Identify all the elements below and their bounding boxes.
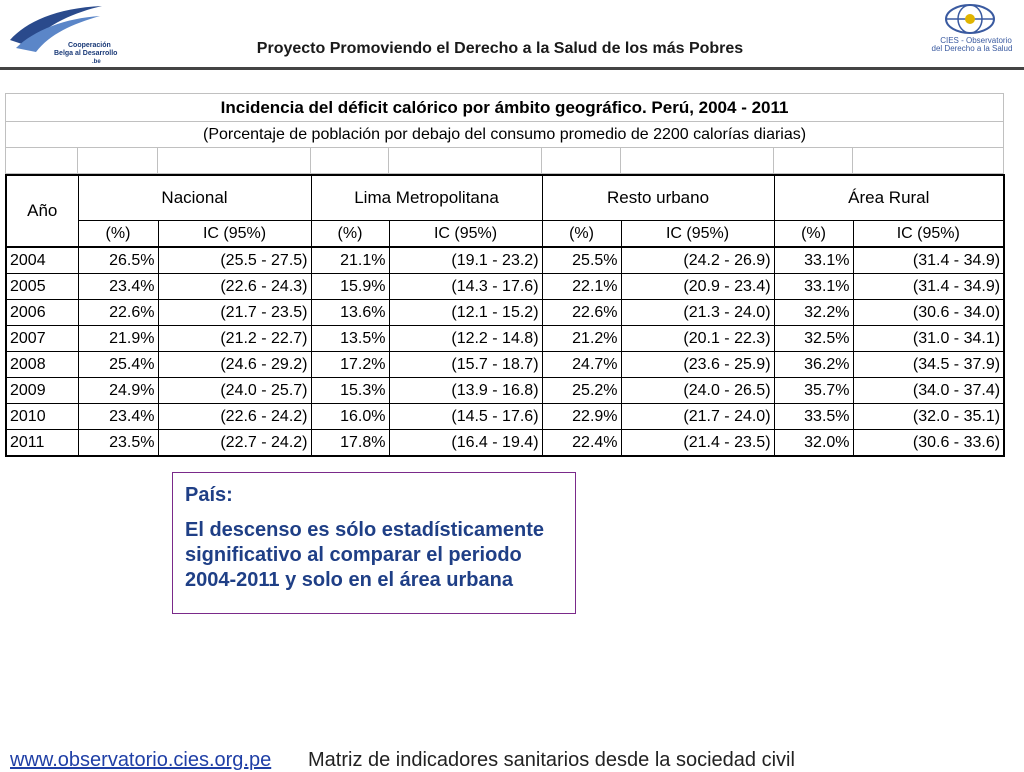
- pct-cell: 22.9%: [542, 404, 621, 430]
- pct-cell: 22.6%: [542, 300, 621, 326]
- data-table: [5, 93, 1003, 457]
- pct-cell: 21.2%: [542, 326, 621, 352]
- pct-cell: 23.4%: [78, 404, 158, 430]
- ic-cell: (22.6 - 24.2): [158, 404, 311, 430]
- table-row: [6, 326, 1004, 352]
- pct-cell: 32.2%: [774, 300, 853, 326]
- table-subtitle: (Porcentaje de población por debajo del consumo promedio de 2200 calorías diarias): [6, 122, 1004, 148]
- cies-observatorio-logo: [916, 0, 1024, 60]
- pct-header: (%): [774, 221, 853, 248]
- year-cell: 2010: [6, 404, 78, 430]
- ic-cell: (32.0 - 35.1): [853, 404, 1004, 430]
- pct-header: (%): [311, 221, 389, 248]
- note-label: País:: [185, 484, 233, 506]
- ic-cell: (31.4 - 34.9): [853, 274, 1004, 300]
- table-row: [6, 430, 1004, 457]
- ic-header: IC (95%): [158, 221, 311, 248]
- ic-cell: (12.2 - 14.8): [389, 326, 542, 352]
- ic-cell: (31.4 - 34.9): [853, 247, 1004, 274]
- pct-header: (%): [542, 221, 621, 248]
- ic-cell: (34.5 - 37.9): [853, 352, 1004, 378]
- ic-cell: (21.3 - 24.0): [621, 300, 774, 326]
- table-row: [6, 378, 1004, 404]
- ic-cell: (15.7 - 18.7): [389, 352, 542, 378]
- ic-cell: (21.2 - 22.7): [158, 326, 311, 352]
- pct-cell: 33.1%: [774, 274, 853, 300]
- note-text: El descenso es sólo estadísticamente significativo al comparar el periodo 2004-2011 y solo en el área urbana: [185, 519, 545, 591]
- observatorio-link[interactable]: www.observatorio.cies.org.pe: [10, 749, 272, 771]
- table-row: [6, 404, 1004, 430]
- pct-cell: 25.4%: [78, 352, 158, 378]
- pct-cell: 15.3%: [311, 378, 389, 404]
- ic-header: IC (95%): [621, 221, 774, 248]
- pct-cell: 17.8%: [311, 430, 389, 457]
- year-cell: 2011: [6, 430, 78, 457]
- header-divider: [0, 67, 1024, 70]
- year-cell: 2007: [6, 326, 78, 352]
- pct-cell: 21.1%: [311, 247, 389, 274]
- logo-right-line1: CIES - Observatorio: [940, 36, 1012, 45]
- pct-cell: 17.2%: [311, 352, 389, 378]
- ic-cell: (21.7 - 24.0): [621, 404, 774, 430]
- ic-header: IC (95%): [389, 221, 542, 248]
- pct-cell: 13.5%: [311, 326, 389, 352]
- ic-cell: (24.2 - 26.9): [621, 247, 774, 274]
- group-header-area-rural: Área Rural: [774, 175, 1004, 221]
- pct-cell: 32.5%: [774, 326, 853, 352]
- logo-left-line2: Belga al Desarrollo: [54, 50, 118, 57]
- footer-text: Matriz de indicadores sanitarios desde la sociedad civil: [308, 749, 795, 771]
- logo-right-line2: del Derecho a la Salud: [931, 44, 1013, 53]
- group-header-resto-urbano: Resto urbano: [542, 175, 774, 221]
- ic-cell: (25.5 - 27.5): [158, 247, 311, 274]
- pct-cell: 23.4%: [78, 274, 158, 300]
- ic-cell: (24.6 - 29.2): [158, 352, 311, 378]
- table-row: [6, 274, 1004, 300]
- pct-cell: 33.1%: [774, 247, 853, 274]
- year-cell: 2004: [6, 247, 78, 274]
- pct-cell: 25.5%: [542, 247, 621, 274]
- pct-cell: 36.2%: [774, 352, 853, 378]
- pct-cell: 33.5%: [774, 404, 853, 430]
- year-cell: 2008: [6, 352, 78, 378]
- pct-cell: 22.1%: [542, 274, 621, 300]
- pct-cell: 24.7%: [542, 352, 621, 378]
- ic-cell: (22.6 - 24.3): [158, 274, 311, 300]
- ic-cell: (20.9 - 23.4): [621, 274, 774, 300]
- ic-cell: (20.1 - 22.3): [621, 326, 774, 352]
- pct-cell: 16.0%: [311, 404, 389, 430]
- logo-left-line1: Cooperación: [68, 42, 111, 49]
- ic-cell: (22.7 - 24.2): [158, 430, 311, 457]
- globe-logo-icon: [942, 2, 998, 36]
- pct-cell: 22.6%: [78, 300, 158, 326]
- year-header: Año: [6, 175, 78, 247]
- pct-cell: 21.9%: [78, 326, 158, 352]
- year-cell: 2006: [6, 300, 78, 326]
- table-row: [6, 247, 1004, 274]
- logo-left-line3: .be: [92, 59, 101, 65]
- ic-cell: (14.5 - 17.6): [389, 404, 542, 430]
- pct-cell: 15.9%: [311, 274, 389, 300]
- ic-header: IC (95%): [853, 221, 1004, 248]
- pct-cell: 25.2%: [542, 378, 621, 404]
- ic-cell: (16.4 - 19.4): [389, 430, 542, 457]
- ic-cell: (31.0 - 34.1): [853, 326, 1004, 352]
- table-row: [6, 300, 1004, 326]
- year-cell: 2009: [6, 378, 78, 404]
- pct-cell: 13.6%: [311, 300, 389, 326]
- table-row: [6, 352, 1004, 378]
- ic-cell: (23.6 - 25.9): [621, 352, 774, 378]
- pct-cell: 32.0%: [774, 430, 853, 457]
- group-header-lima: Lima Metropolitana: [311, 175, 542, 221]
- page-title: Proyecto Promoviendo el Derecho a la Salud de los más Pobres: [256, 40, 744, 57]
- pct-header: (%): [78, 221, 158, 248]
- ic-cell: (34.0 - 37.4): [853, 378, 1004, 404]
- pct-cell: 35.7%: [774, 378, 853, 404]
- pct-cell: 24.9%: [78, 378, 158, 404]
- ic-cell: (13.9 - 16.8): [389, 378, 542, 404]
- pct-cell: 26.5%: [78, 247, 158, 274]
- table-body-block: [5, 174, 1005, 457]
- conclusion-note: [172, 472, 576, 614]
- group-header-nacional: Nacional: [78, 175, 311, 221]
- ic-cell: (12.1 - 15.2): [389, 300, 542, 326]
- ic-cell: (30.6 - 33.6): [853, 430, 1004, 457]
- year-cell: 2005: [6, 274, 78, 300]
- ic-cell: (21.7 - 23.5): [158, 300, 311, 326]
- pct-cell: 22.4%: [542, 430, 621, 457]
- ic-cell: (24.0 - 25.7): [158, 378, 311, 404]
- cooperacion-belga-logo: [6, 2, 118, 68]
- ic-cell: (19.1 - 23.2): [389, 247, 542, 274]
- ic-cell: (14.3 - 17.6): [389, 274, 542, 300]
- table-header-block: [5, 93, 1004, 174]
- ic-cell: (21.4 - 23.5): [621, 430, 774, 457]
- ic-cell: (30.6 - 34.0): [853, 300, 1004, 326]
- table-title: Incidencia del déficit calórico por ámbito geográfico. Perú, 2004 - 2011: [6, 94, 1004, 122]
- pct-cell: 23.5%: [78, 430, 158, 457]
- blank-row: [6, 148, 1004, 174]
- ic-cell: (24.0 - 26.5): [621, 378, 774, 404]
